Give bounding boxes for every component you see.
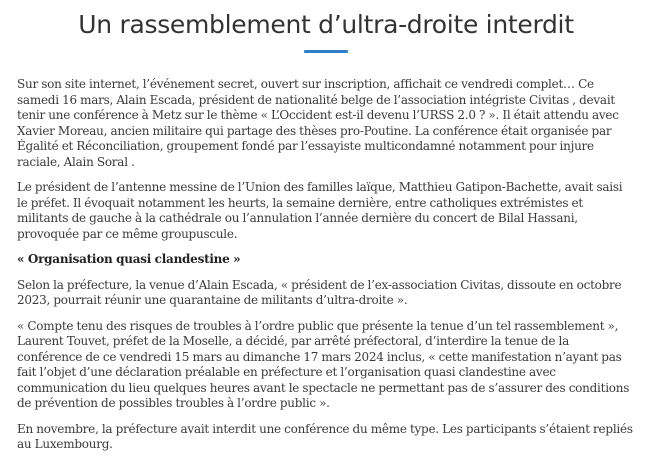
article <box>17 0 635 463</box>
title-accent-underline <box>304 50 348 53</box>
article-body <box>17 77 635 453</box>
paragraph-prefecture: Selon la préfecture, la venue d’Alain Escada, « président de l’ex-association Civitas, dissoute en octobre 2023, pourrait réunir une quarantaine de militants d’ultra-droite ». <box>17 277 622 307</box>
article-title: Un rassemblement d’ultra-droite interdit <box>78 10 574 39</box>
paragraph-november: En novembre, la préfecture avait interdit une conférence du même type. Les participants s’étaient repliés au Luxembourg. <box>17 421 633 451</box>
subheading: « Organisation quasi clandestine » <box>17 252 241 266</box>
paragraph-intro: Sur son site internet, l’événement secret, ouvert sur inscription, affichait ce vendredi complet… Ce samedi 16 mars, Alain Escada, président de nationalité belge de l’association intégriste Civitas , devait tenir une conférence à Metz sur le thème « L’Occident est-il devenu l’URSS 2.0 ? ». Il était attendu avec Xavier Moreau, ancien militaire qui partage des thèses pro-Poutine. La conférence était organisée par Égalité et Réconciliation, groupement fondé par l’essayiste multicondamné notamment pour injure raciale, Alain Soral . <box>17 77 619 169</box>
paragraph-decree: « Compte tenu des risques de troubles à l’ordre public que présente la tenue d’un tel rassemblement », Laurent Touvet, préfet de la Moselle, a décidé, par arrêté préfectoral, d’interdire la tenue de la conférence de ce vendredi 15 mars au dimanche 17 mars 2024 inclus, « cette manifestation n’ayant pas fait l’objet d’une déclaration préalable en préfecture et l’organisation quasi clandestine avec communication du lieu quelques heures avant le spectacle ne permettant pas de s’assurer des conditions de prévention de possibles troubles à l’ordre public ». <box>17 318 630 410</box>
paragraph-complaint: Le président de l’antenne messine de l’Union des familles laïque, Matthieu Gatipon-Bachette, avait saisi le préfet. Il évoquait notamment les heurts, la semaine dernière, entre catholiques extrémistes et militants de gauche à la cathédrale ou l’annulation l’année dernière du concert de Bilal Hassani, provoquée par ce même groupuscule. <box>17 180 623 241</box>
